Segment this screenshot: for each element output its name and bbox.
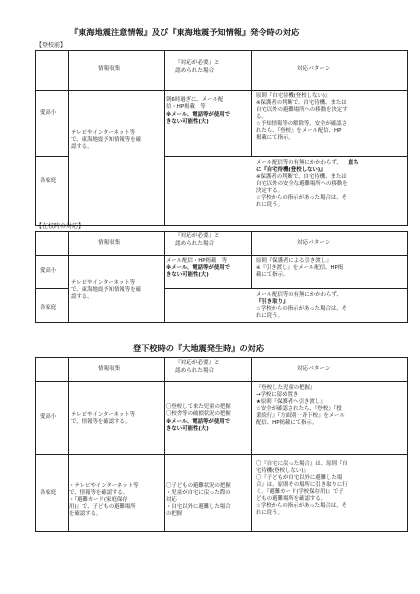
t3-resp-aisho-line: ★原則『保護者へ引き渡し』	[256, 399, 326, 405]
t1-resp-aisho-line: る。	[256, 114, 267, 120]
t3-need-home-line: 〇子どもの避難状況の把握	[166, 483, 231, 489]
row-label-aisho: 愛高小	[40, 110, 57, 116]
t3-info-aisho-line: で、情報等を確認する。	[71, 419, 131, 425]
t3-resp-home-line: 〇『自宅に戻った場合』は、原則『自	[256, 461, 348, 467]
t1-resp-home-line: 自宅以外の安全な避難場所への移動を	[256, 181, 348, 187]
t1-resp-aisho-line: ※保護者の判断で、自宅待機、または	[256, 100, 347, 106]
t1-info-line: で、東海地震予知情報等を確	[71, 137, 141, 143]
t3-info-home-line: を確認する。	[69, 511, 102, 517]
t2-resp-aisho-line: 載にて指示。	[256, 272, 289, 278]
t1-need-warning: きない可能性(大)	[166, 119, 209, 125]
t1-need-line: 朝6時過ぎに、メール配	[166, 97, 224, 103]
t3-info-aisho-line: テレビやインターネット等	[71, 412, 136, 418]
row-label-home: 各家庭	[40, 490, 57, 496]
t2-need-warning: きない可能性(大)	[166, 272, 209, 278]
header-response-pattern: 対応パターン	[297, 366, 331, 372]
t1-resp-home-line: 決定する。	[256, 188, 283, 194]
row-label-aisho: 愛高小	[40, 268, 57, 274]
header-response-pattern: 対応パターン	[297, 66, 331, 72]
t2-need-warning: ※メール、電話等が使用で	[166, 265, 230, 271]
table-at-school	[35, 231, 408, 323]
header-need-line1: 『対応が必要』と	[175, 60, 220, 66]
t2-resp-aisho-line: ※『引き渡し』をメール配信、HP掲	[256, 265, 344, 271]
t1-resp-aisho-line: 掲載にて指示。	[256, 135, 294, 141]
t2-resp-home-line: ☆学校からの指示があった場合は、そ	[256, 306, 348, 312]
section-label-before-school: 【登校前】	[36, 42, 67, 49]
t1-resp-aisho-line: 原則『自宅待機(登校しない)』	[256, 93, 331, 99]
t3-need-home-line: ・自宅以外に避難した場合	[166, 504, 231, 510]
t3-resp-home-line: 〇『子どもが自宅以外に避難した場	[256, 475, 343, 481]
t3-resp-home-line: れに従う。	[256, 510, 283, 516]
t1-resp-aisho-line: 自宅以外の避難場所への移動を決定す	[256, 107, 348, 113]
header-need-line2: 認められた場合	[175, 68, 215, 74]
header-response-pattern: 対応パターン	[297, 240, 331, 246]
t3-resp-home-line: どもの避難場所を確認する。	[256, 496, 327, 502]
t3-need-home-line: の把握	[166, 511, 183, 517]
t2-info-line: で、東海地震予知情報等を確	[71, 287, 141, 293]
t1-info-line: テレビやインターネット等	[71, 130, 136, 136]
t1-resp-home-line: ☆学校からの指示があった場合は、そ	[256, 195, 348, 201]
header-info-collection: 情報収集	[98, 366, 121, 372]
t3-resp-aisho-line: 『登校した児童の把握』	[256, 385, 316, 391]
t1-need-warning: ※メール、電話等が使用で	[166, 112, 230, 118]
row-label-home: 各家庭	[40, 178, 57, 184]
t3-need-aisho-line: 〇登校して来た児童の把握	[166, 404, 231, 410]
t3-resp-home-line: く。『避難カード(学校保存用)』で子	[256, 489, 344, 495]
header-need-line2: 認められた場合	[175, 241, 215, 247]
t3-info-home-line: ・テレビやインターネット等	[69, 483, 139, 489]
t1-resp-home-emphasis: 直ち	[348, 160, 359, 166]
t3-info-home-line: ・『避難カード(家庭保存	[69, 497, 128, 503]
t2-need-line: メール配信・HP掲載 等	[166, 258, 228, 264]
t3-need-home-line: 対応	[166, 497, 177, 503]
t2-resp-aisho-line: 原則『保護者による引き渡し』	[256, 258, 332, 264]
t2-info-line: テレビやインターネット等	[71, 280, 136, 286]
title-tokai-warning: 『東海地震注意情報』及び『東海地震予知情報』発令時の対応	[70, 27, 300, 37]
t1-resp-aisho-line: れたら、『登校』をメール配信、HP	[256, 128, 342, 134]
t3-resp-home-line: ☆学校からの指示があった場合は、そ	[256, 503, 348, 509]
t2-resp-home-line: メール配信等の有無にかかわらず、	[256, 292, 342, 298]
header-need-line1: 『対応が必要』と	[175, 233, 220, 239]
t2-resp-home-emphasis: 『引き取り』	[256, 299, 289, 305]
t3-need-aisho-line: 〇校舎等の破損状況の把握	[166, 411, 231, 417]
t1-resp-home-emphasis: に『自宅待機(登校しない)』	[256, 167, 326, 173]
t3-resp-aisho-line: →学校に留め置き	[256, 392, 299, 398]
t2-resp-home-line: れに従う。	[256, 313, 283, 319]
t3-resp-aisho-line: 配信、HP掲載にて指示。	[256, 420, 318, 426]
t3-need-home-line: ・児童が自宅に戻った際の	[166, 490, 231, 496]
t1-resp-home-line: れに従う。	[256, 202, 283, 208]
t2-info-line: 認する。	[71, 294, 93, 300]
header-info-collection: 情報収集	[98, 240, 121, 246]
t3-resp-aisho-line: ☆安全が確認されたら、『登校』『授	[256, 406, 342, 412]
t3-resp-aisho-line: 業続行』『方面別一斉下校』をメール	[256, 413, 345, 419]
t3-need-warning: ※メール、電話等が使用で	[166, 419, 230, 425]
t1-resp-home-line: メール配信等の有無にかかわらず、	[256, 160, 342, 166]
title-earthquake-commute: 登下校時の『大地震発生時』の対応	[133, 343, 265, 353]
row-label-home: 各家庭	[40, 305, 57, 311]
t3-info-home-line: 用)』で、子どもの避難場所	[69, 504, 136, 510]
t3-need-warning: きない可能性(大)	[166, 426, 209, 432]
header-info-collection: 情報収集	[98, 66, 121, 72]
t3-info-home-line: で、情報等を確認する。	[69, 490, 129, 496]
t1-resp-aisho-line: ☆予知情報等の解除等、安全が確認さ	[256, 121, 348, 127]
section-label-at-school: 【在校時の対応】	[36, 223, 85, 230]
t3-resp-home-line: 合』は、原則その場所に引き取りに行	[256, 482, 348, 488]
t1-need-line: 信・HP掲載 等	[166, 104, 206, 110]
header-need-line1: 『対応が必要』と	[175, 360, 220, 366]
header-need-line2: 認められた場合	[175, 368, 215, 374]
t1-resp-home-line: ※保護者の判断で、自宅待機、または	[256, 174, 347, 180]
t1-info-line: 認する。	[71, 144, 93, 150]
row-label-aisho: 愛高小	[40, 414, 57, 420]
t3-resp-home-line: 宅待機(登校しない)』	[256, 468, 309, 474]
